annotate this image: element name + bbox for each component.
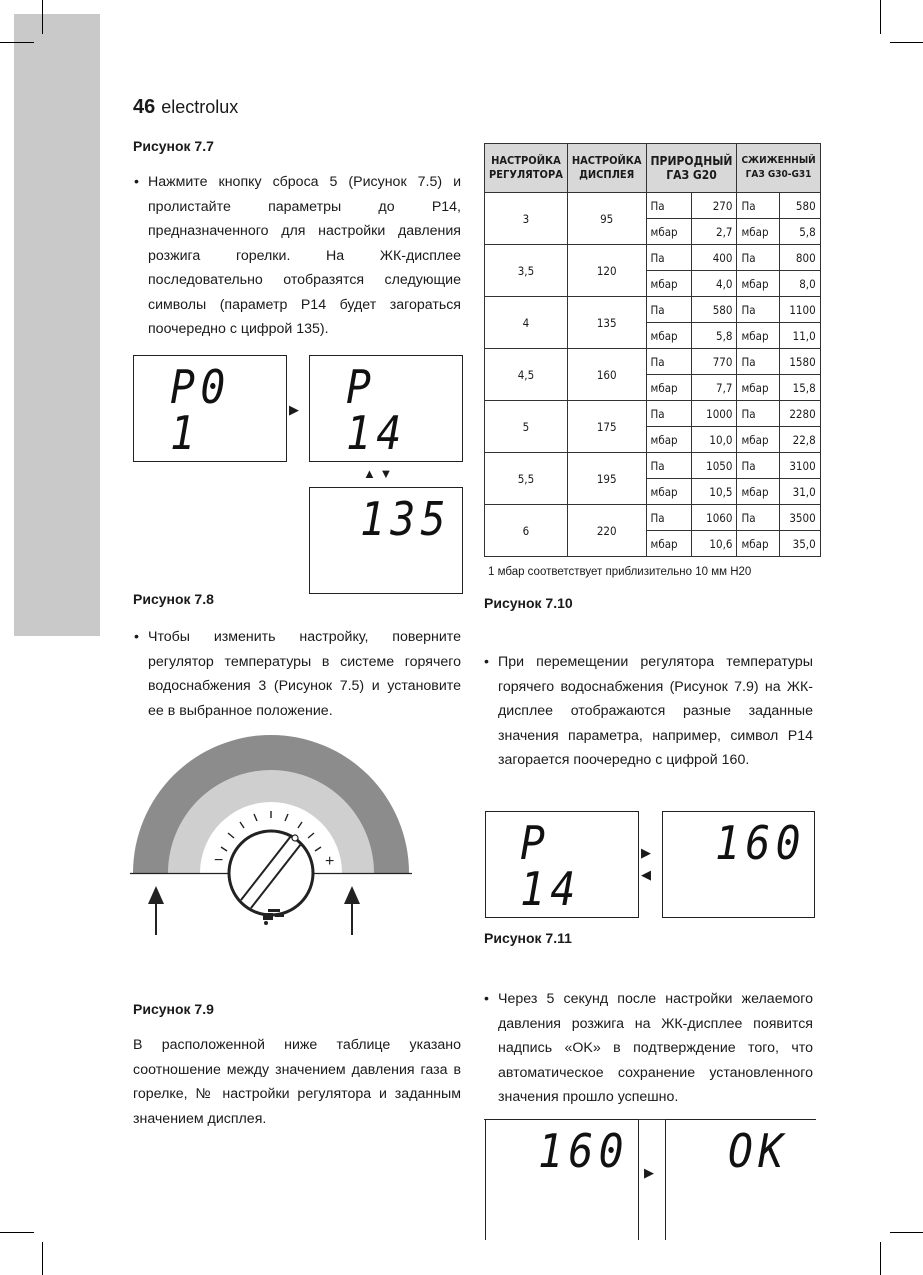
crop-mark [0, 1232, 34, 1233]
cell-regulator: 6 [485, 505, 568, 557]
cell-display: 135 [567, 297, 646, 349]
cell-mbar-natural: 10,5 [692, 479, 737, 505]
cell-display: 160 [567, 349, 646, 401]
cell-unit: Па [737, 453, 779, 479]
cell-regulator: 5,5 [485, 453, 568, 505]
lcd-display-160-b [485, 1119, 639, 1240]
crop-mark [42, 1242, 43, 1275]
header-natural-gas: ПРИРОДНЫЙ ГАЗ G20 [646, 144, 737, 193]
cell-mbar-natural: 2,7 [692, 219, 737, 245]
bullet-paragraph-1 [134, 170, 461, 342]
bullet-4-text: Через 5 секунд после настройки желаемого давления розжига на ЖК-дисплее появится надпись «OK» в подтверждение того, что автоматическое сохранение установленного значения прошло успешно. [498, 991, 813, 1105]
cell-mbar-natural: 10,0 [692, 427, 737, 453]
plus-sign: + [325, 853, 335, 870]
cell-mbar-lpg: 15,8 [779, 375, 820, 401]
bullet-3-text: При перемещении регулятора температуры горячего водоснабжения (Рисунок 7.9) на ЖК-дисплее отображаются разные заданные значения параметра, например, символ P14 загорается поочередно с цифрой 160. [498, 654, 813, 768]
cell-mbar-lpg: 31,0 [779, 479, 820, 505]
arrow-up-right-icon [344, 886, 360, 935]
cell-unit: Па [646, 401, 692, 427]
lcd-text: P0 1 [170, 360, 231, 460]
cell-unit: Па [737, 245, 779, 271]
cell-unit: мбар [737, 219, 779, 245]
cell-unit: мбар [737, 427, 779, 453]
side-bar [14, 14, 100, 636]
crop-mark [890, 1232, 923, 1233]
minus-sign: − [214, 852, 224, 869]
cell-unit: мбар [646, 271, 692, 297]
cell-regulator: 3,5 [485, 245, 568, 297]
table-row [485, 193, 821, 219]
bullet-dot: • [134, 174, 139, 190]
table-row [485, 505, 821, 531]
table-row [485, 297, 821, 323]
arrow-right-icon: ▶ [644, 1165, 654, 1180]
header-display: НАСТРОЙКА ДИСПЛЕЯ [567, 144, 646, 193]
cell-unit: мбар [737, 375, 779, 401]
page-number: 46 [133, 96, 156, 118]
up-down-arrows-icon: ▲ ▼ [363, 466, 393, 481]
temperature-dial-illustration [130, 730, 412, 940]
figure-caption-7-9: Рисунок 7.9 [133, 1001, 214, 1017]
cell-unit: Па [737, 297, 779, 323]
page-header [133, 96, 238, 119]
cell-mbar-natural: 10,6 [692, 531, 737, 557]
cell-unit: Па [646, 349, 692, 375]
lcd-text: 160 [538, 1124, 629, 1178]
figure-caption-7-10: Рисунок 7.10 [484, 595, 573, 611]
cell-unit: мбар [646, 219, 692, 245]
lcd-text: 135 [360, 492, 451, 546]
arrow-left-icon: ◀ [641, 867, 651, 882]
cell-pa-natural: 770 [692, 349, 737, 375]
table-row [485, 401, 821, 427]
brand-name: electrolux [161, 97, 239, 117]
cell-unit: мбар [646, 427, 692, 453]
cell-regulator: 4,5 [485, 349, 568, 401]
cell-display: 175 [567, 401, 646, 453]
cell-unit: Па [646, 505, 692, 531]
cell-mbar-lpg: 11,0 [779, 323, 820, 349]
header-regulator: НАСТРОЙКА РЕГУЛЯТОРА [485, 144, 568, 193]
cell-unit: мбар [737, 479, 779, 505]
lcd-display-135 [309, 487, 463, 594]
cell-unit: Па [737, 505, 779, 531]
bullet-1-text: Нажмите кнопку сброса 5 (Рисунок 7.5) и пролистайте параметры до P14, предназначенного для настройки давления розжига горелки. На ЖК-дисплее последовательно отобразятся следующие символы (параметр P14 будет загораться поочередно с цифрой 135). [148, 174, 461, 337]
bullet-dot: • [484, 991, 489, 1007]
table-row [485, 349, 821, 375]
cell-unit: мбар [646, 375, 692, 401]
lcd-text: OK [728, 1124, 789, 1178]
cell-mbar-natural: 7,7 [692, 375, 737, 401]
cell-pa-natural: 580 [692, 297, 737, 323]
cell-unit: Па [646, 245, 692, 271]
bullet-paragraph-4 [484, 987, 813, 1110]
bullet-dot: • [484, 654, 489, 670]
cell-unit: Па [646, 193, 692, 219]
cell-unit: Па [646, 297, 692, 323]
lcd-text: 160 [715, 816, 806, 870]
cell-regulator: 4 [485, 297, 568, 349]
cell-display: 195 [567, 453, 646, 505]
cell-pa-natural: 1000 [692, 401, 737, 427]
cell-pa-natural: 1060 [692, 505, 737, 531]
lcd-display-160 [662, 811, 815, 918]
cell-unit: Па [646, 453, 692, 479]
cell-unit: мбар [646, 323, 692, 349]
cell-unit: Па [737, 401, 779, 427]
lcd-text: P 14 [520, 816, 581, 916]
lcd-display-p01 [133, 355, 287, 462]
crop-mark [42, 0, 43, 34]
table-note: 1 мбар соответствует приблизительно 10 мм H20 [488, 566, 752, 578]
cell-pa-lpg: 1580 [779, 349, 820, 375]
cell-pa-natural: 1050 [692, 453, 737, 479]
cell-mbar-lpg: 5,8 [779, 219, 820, 245]
cell-pa-lpg: 3100 [779, 453, 820, 479]
lcd-display-ok [665, 1119, 816, 1240]
figure-caption-7-8: Рисунок 7.8 [133, 591, 214, 607]
figure-caption-7-11: Рисунок 7.11 [484, 930, 572, 946]
cell-unit: мбар [646, 479, 692, 505]
cell-display: 120 [567, 245, 646, 297]
lcd-display-p14 [309, 355, 463, 462]
table-intro-paragraph: В расположенной ниже таблице указано соотношение между значением давления газа в горелке, № настройки регулятора и заданным значением дисплея. [133, 1037, 461, 1127]
lcd-text: P 14 [346, 360, 407, 460]
cell-unit: Па [737, 349, 779, 375]
table-row [485, 453, 821, 479]
cell-pa-lpg: 580 [779, 193, 820, 219]
bullet-dot: • [134, 629, 139, 645]
cell-mbar-lpg: 22,8 [779, 427, 820, 453]
cell-pa-lpg: 2280 [779, 401, 820, 427]
figure-caption-7-7: Рисунок 7.7 [133, 138, 214, 154]
cell-pa-lpg: 800 [779, 245, 820, 271]
crop-mark [890, 42, 923, 43]
bullet-2-text: Чтобы изменить настройку, поверните регулятор температуры в системе горячего водоснабжения 3 (Рисунок 7.5) и установите ее в выбранное положение. [148, 629, 461, 719]
cell-pa-lpg: 3500 [779, 505, 820, 531]
bullet-paragraph-3 [484, 650, 813, 773]
cell-display: 95 [567, 193, 646, 245]
cell-unit: мбар [737, 271, 779, 297]
cell-mbar-natural: 5,8 [692, 323, 737, 349]
table-row [485, 245, 821, 271]
cell-pa-lpg: 1100 [779, 297, 820, 323]
bullet-paragraph-2 [134, 625, 461, 723]
cell-unit: мбар [737, 531, 779, 557]
gas-pressure-table [484, 143, 821, 557]
cell-display: 220 [567, 505, 646, 557]
cell-regulator: 3 [485, 193, 568, 245]
cell-mbar-lpg: 8,0 [779, 271, 820, 297]
arrow-right-icon: ▶ [641, 845, 651, 860]
cell-unit: мбар [646, 531, 692, 557]
header-lpg: СЖИЖЕННЫЙ ГАЗ G30-G31 [737, 144, 820, 193]
cell-unit: Па [737, 193, 779, 219]
cell-mbar-natural: 4,0 [692, 271, 737, 297]
arrow-right-icon: ▶ [289, 402, 299, 417]
cell-mbar-lpg: 35,0 [779, 531, 820, 557]
crop-mark [0, 42, 34, 43]
cell-unit: мбар [737, 323, 779, 349]
cell-regulator: 5 [485, 401, 568, 453]
arrow-up-left-icon [148, 886, 164, 935]
cell-pa-natural: 270 [692, 193, 737, 219]
crop-mark [880, 0, 881, 34]
lcd-display-p14-b [485, 811, 639, 918]
cell-pa-natural: 400 [692, 245, 737, 271]
crop-mark [880, 1242, 881, 1275]
